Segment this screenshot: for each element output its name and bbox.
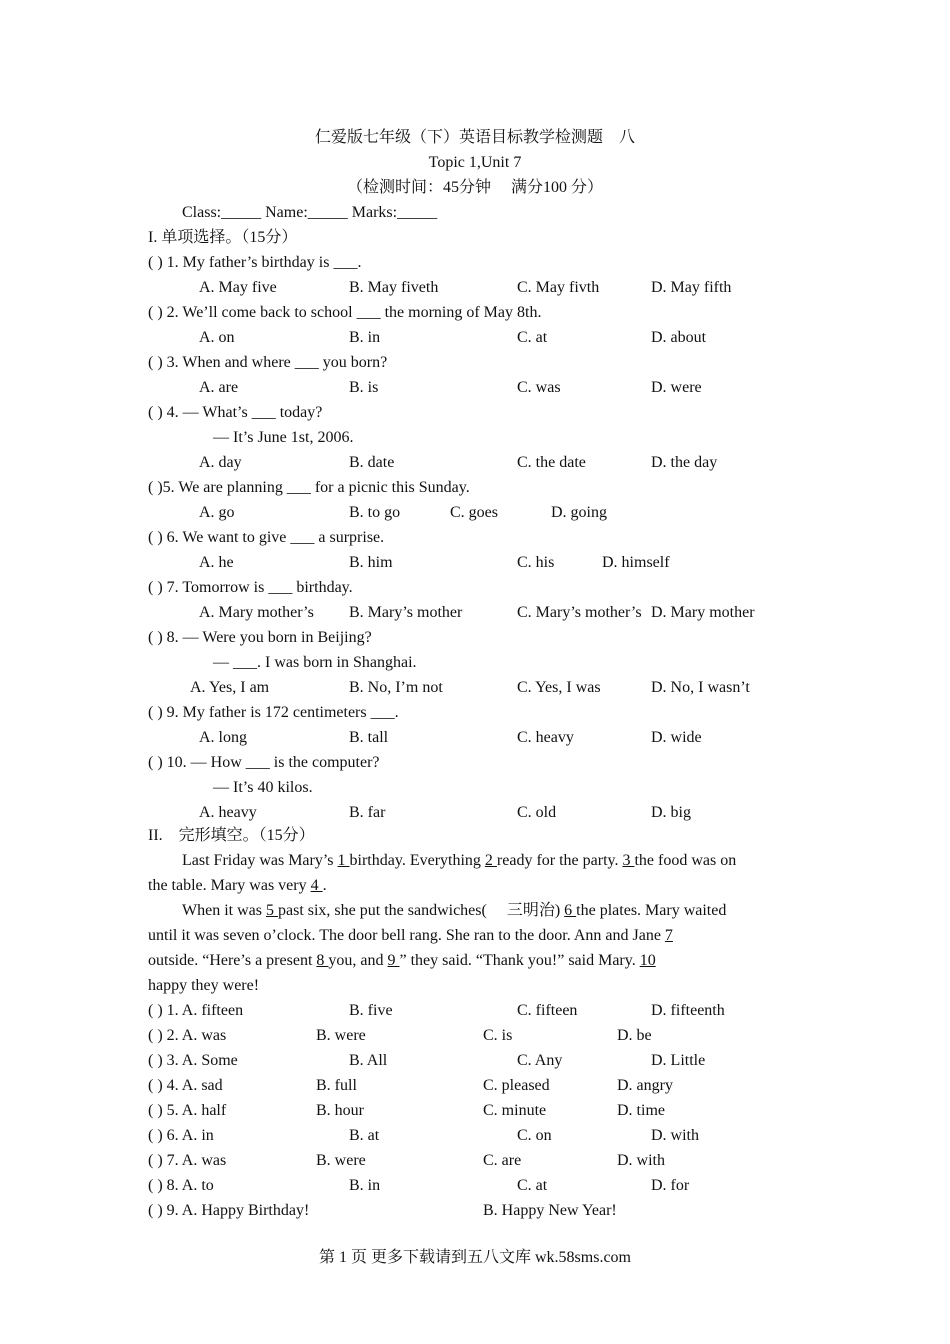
- passage-line: outside. “Here’s a present 8 you, and 9 ” they said. “Thank you!” said Mary. 10: [148, 952, 656, 969]
- option-a: A. are: [199, 379, 239, 396]
- question-stem: ( ) 7. Tomorrow is ___ birthday.: [148, 579, 353, 596]
- cloze-question: ( ) 3. A. Some: [148, 1052, 238, 1069]
- page-title: 仁爱版七年级（下）英语目标教学检测题 八: [314, 129, 635, 146]
- page-footer: 第 1 页 更多下载请到五八文库 wk.58sms.com: [318, 1249, 631, 1266]
- option-b: B. at: [349, 1127, 380, 1144]
- option-c: C. are: [483, 1152, 522, 1169]
- option-b: B. All: [349, 1052, 388, 1069]
- option-d: D. No, I wasn’t: [651, 679, 750, 696]
- option-c: C. his: [517, 554, 555, 571]
- option-c: C. minute: [483, 1102, 547, 1119]
- option-d: D. about: [651, 329, 707, 346]
- option-d: D. Mary mother: [651, 604, 755, 621]
- option-c: C. at: [517, 329, 548, 346]
- option-d: D. going: [551, 504, 607, 521]
- dialog-reply: — ___. I was born in Shanghai.: [213, 654, 417, 671]
- option-d: D. with: [651, 1127, 699, 1144]
- question-stem: ( ) 6. We want to give ___ a surprise.: [148, 529, 385, 546]
- option-c: C. heavy: [517, 729, 574, 746]
- blank: 4: [310, 877, 323, 894]
- cloze-question: ( ) 4. A. sad: [148, 1077, 223, 1094]
- option-b: B. full: [316, 1077, 357, 1094]
- blank: 7: [664, 927, 673, 944]
- option-c: C. May fivth: [517, 279, 600, 296]
- option-d: D. himself: [602, 554, 670, 571]
- question-stem: ( ) 8. — Were you born in Beijing?: [148, 629, 372, 646]
- option-d: D. May fifth: [651, 279, 732, 296]
- option-c: C. on: [517, 1127, 552, 1144]
- option-c: C. pleased: [483, 1077, 550, 1094]
- blank: 5: [265, 902, 278, 919]
- option-b: B. No, I’m not: [349, 679, 443, 696]
- option-a: A. long: [199, 729, 247, 746]
- option-c: C. goes: [450, 504, 498, 521]
- option-c: C. old: [517, 804, 557, 821]
- cloze-question: ( ) 2. A. was: [148, 1027, 227, 1044]
- option-c: C. was: [517, 379, 561, 396]
- option-c: C. Any: [517, 1052, 563, 1069]
- option-b: B. were: [316, 1152, 366, 1169]
- section-1-heading: I. 单项选择。（15分）: [148, 229, 298, 246]
- option-d: D. time: [617, 1102, 665, 1119]
- blank: 8: [316, 952, 329, 969]
- option-b: B. hour: [316, 1102, 364, 1119]
- passage-line: the table. Mary was very 4 .: [148, 877, 327, 894]
- option-b: B. date: [349, 454, 395, 471]
- cloze-question: ( ) 6. A. in: [148, 1127, 214, 1144]
- option-b: B. to go: [349, 504, 401, 521]
- option-a: A. Mary mother’s: [199, 604, 314, 621]
- option-b: B. far: [349, 804, 386, 821]
- option-a: A. Yes, I am: [190, 679, 270, 696]
- option-b: B. is: [349, 379, 379, 396]
- option-a: A. on: [199, 329, 235, 346]
- question-stem: ( ) 10. — How ___ is the computer?: [148, 754, 380, 771]
- cloze-question: ( ) 8. A. to: [148, 1177, 214, 1194]
- passage-line: until it was seven o’clock. The door bell rang. She ran to the door. Ann and Jane 7: [148, 927, 673, 944]
- option-a: A. he: [199, 554, 234, 571]
- question-stem: ( )5. We are planning ___ for a picnic this Sunday.: [148, 479, 470, 496]
- option-c: C. Mary’s mother’s: [517, 604, 642, 621]
- option-c: C. fifteen: [517, 1002, 578, 1019]
- time-info: （检测时间：45分钟 满分100 分）: [346, 179, 603, 196]
- blank: 10: [639, 952, 656, 969]
- cloze-question: ( ) 7. A. was: [148, 1152, 227, 1169]
- option-a: A. heavy: [199, 804, 257, 821]
- blank: 2: [484, 852, 497, 869]
- option-c: C. Yes, I was: [517, 679, 601, 696]
- option-d: D. angry: [617, 1077, 673, 1094]
- option-d: D. were: [651, 379, 702, 396]
- blank: 1: [337, 852, 350, 869]
- cloze-question: ( ) 5. A. half: [148, 1102, 227, 1119]
- blank: 3: [622, 852, 635, 869]
- option-d: D. wide: [651, 729, 702, 746]
- option-c: C. at: [517, 1177, 548, 1194]
- blank: 9: [387, 952, 400, 969]
- option-b: B. May fiveth: [349, 279, 439, 296]
- blank: 6: [564, 902, 577, 919]
- cloze-question: ( ) 9. A. Happy Birthday!: [148, 1202, 310, 1219]
- option-a: A. go: [199, 504, 235, 521]
- question-stem: ( ) 1. My father’s birthday is ___.: [148, 254, 362, 271]
- question-stem: ( ) 9. My father is 172 centimeters ___.: [148, 704, 399, 721]
- option-b: B. in: [349, 329, 381, 346]
- cloze-question: ( ) 1. A. fifteen: [148, 1002, 244, 1019]
- section-2-heading: II. 完形填空。（15分）: [148, 827, 315, 844]
- class-name-marks-line: Class:_____ Name:_____ Marks:_____: [182, 204, 438, 221]
- option-d: D. the day: [651, 454, 718, 471]
- option-d: D. for: [651, 1177, 690, 1194]
- passage-line: happy they were!: [148, 977, 260, 994]
- option-b: B. five: [349, 1002, 393, 1019]
- option-c: C. is: [483, 1027, 513, 1044]
- option-b: B. in: [349, 1177, 381, 1194]
- option-d: D. be: [617, 1027, 652, 1044]
- option-b: B. were: [316, 1027, 366, 1044]
- question-stem: ( ) 2. We’ll come back to school ___ the morning of May 8th.: [148, 304, 542, 321]
- question-stem: ( ) 3. When and where ___ you born?: [148, 354, 388, 371]
- option-b: B. him: [349, 554, 393, 571]
- passage-line: When it was 5 past six, she put the sandwiches( 三明治) 6 the plates. Mary waited: [182, 902, 727, 919]
- option-d: D. with: [617, 1152, 665, 1169]
- dialog-reply: — It’s June 1st, 2006.: [213, 429, 354, 446]
- page-subtitle: Topic 1,Unit 7: [428, 154, 522, 171]
- option-d: D. Little: [651, 1052, 706, 1069]
- option-d: D. big: [651, 804, 691, 821]
- passage-line: Last Friday was Mary’s 1 birthday. Everything 2 ready for the party. 3 the food was on: [182, 852, 737, 869]
- option-a: A. day: [199, 454, 242, 471]
- option-a: A. May five: [199, 279, 277, 296]
- option-b: B. tall: [349, 729, 389, 746]
- question-stem: ( ) 4. — What’s ___ today?: [148, 404, 323, 421]
- option-b: B. Happy New Year!: [483, 1202, 617, 1219]
- option-c: C. the date: [517, 454, 586, 471]
- option-d: D. fifteenth: [651, 1002, 725, 1019]
- option-b: B. Mary’s mother: [349, 604, 463, 621]
- dialog-reply: — It’s 40 kilos.: [213, 779, 313, 796]
